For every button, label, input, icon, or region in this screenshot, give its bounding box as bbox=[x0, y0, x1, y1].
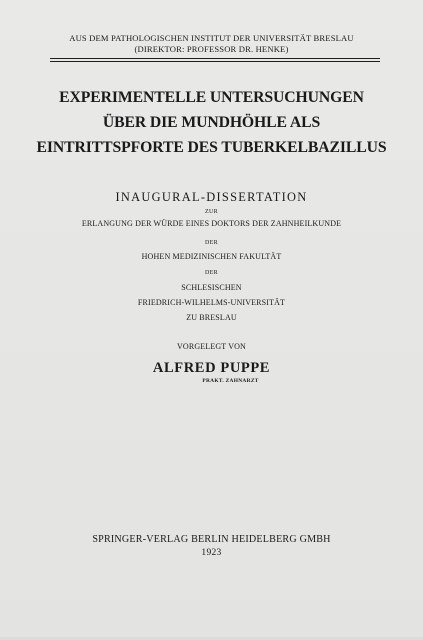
publication-year: 1923 bbox=[201, 548, 222, 558]
title-line-3: EINTRITTSPFORTE DES TUBERKELBAZILLUS bbox=[36, 138, 387, 156]
institute-header bbox=[0, 33, 423, 55]
title-line-1: EXPERIMENTELLE UNTERSUCHUNGEN bbox=[59, 88, 364, 106]
dissertation-subtitle: INAUGURAL-DISSERTATION bbox=[115, 190, 308, 204]
der-label-1: DER bbox=[205, 240, 218, 246]
institute-line-1: AUS DEM PATHOLOGISCHEN INSTITUT DER UNIVERSITÄT BRESLAU bbox=[69, 33, 354, 43]
publisher: SPRINGER-VERLAG BERLIN HEIDELBERG GMBH bbox=[92, 534, 331, 545]
title-line-2: ÜBER DIE MUNDHÖHLE ALS bbox=[102, 113, 321, 131]
header-rule-thin bbox=[50, 61, 380, 62]
main-title bbox=[6, 85, 416, 160]
author-name: ALFRED PUPPE bbox=[152, 360, 271, 376]
faculty-line: HOHEN MEDIZINISCHEN FAKULTÄT bbox=[141, 252, 282, 261]
university-line-1: SCHLESISCHEN bbox=[181, 283, 242, 292]
university-line-2: FRIEDRICH-WILHELMS-UNIVERSITÄT bbox=[137, 298, 286, 307]
institute-line-2: (DIREKTOR: PROFESSOR DR. HENKE) bbox=[134, 44, 289, 54]
author-title: PRAKT. ZAHNARZT bbox=[202, 378, 259, 384]
purpose-line: ERLANGUNG DER WÜRDE EINES DOKTORS DER ZAHNHEILKUNDE bbox=[81, 219, 342, 228]
header-rule-thick bbox=[50, 58, 380, 59]
der-label-2: DER bbox=[205, 270, 218, 276]
zur-label: ZUR bbox=[205, 209, 218, 215]
presented-by-label: VORGELEGT VON bbox=[177, 342, 246, 351]
university-line-3: ZU BRESLAU bbox=[186, 313, 237, 322]
